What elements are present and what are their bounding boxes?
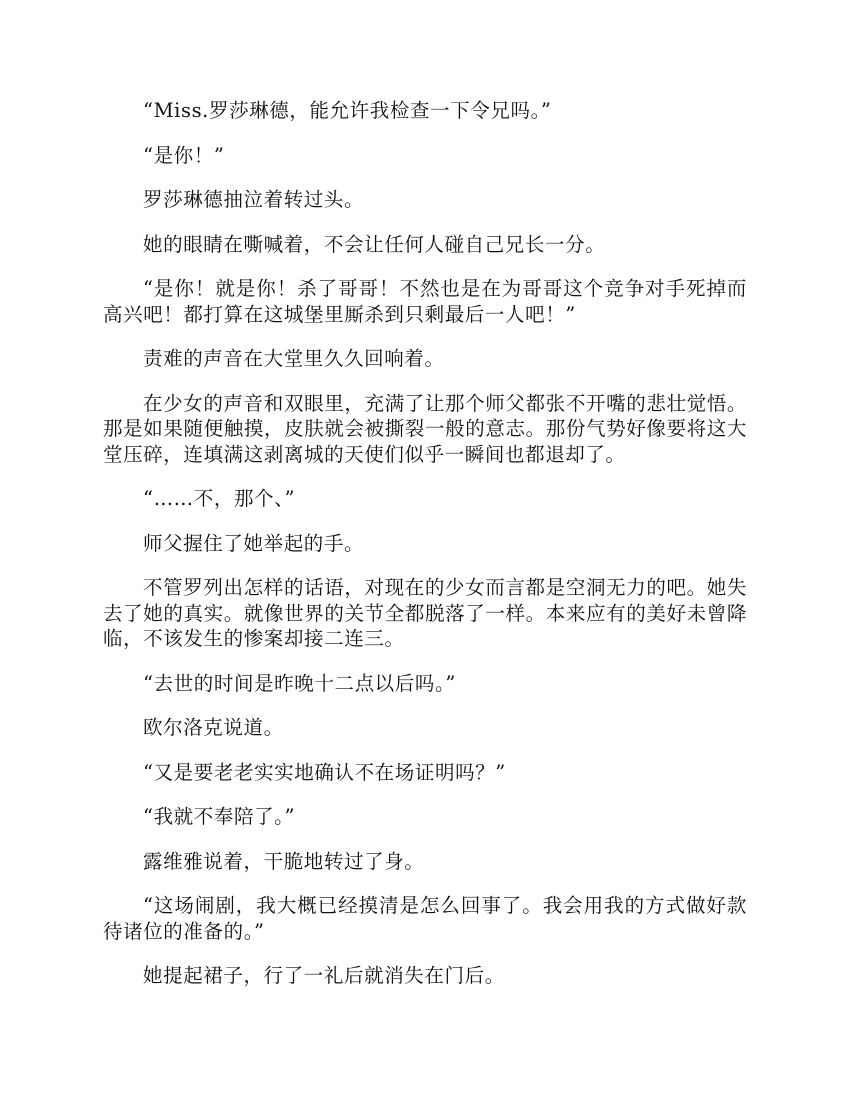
paragraph: “去世的时间是昨晚十二点以后吗。”: [143, 671, 456, 695]
paragraph: 她的眼睛在嘶喊着，不会让任何人碰自己兄长一分。: [143, 232, 606, 256]
paragraph: 露维雅说着，干脆地转过了身。: [143, 849, 425, 873]
paragraph: “我就不奉陪了。”: [143, 805, 296, 828]
paragraph: 不管罗列出怎样的话语，对现在的少女而言都是空洞无力的吧。她失去了她的真实。就像世界的关节全都脱落了一样。本来应有的美好未曾降临，不该发生的惨案却接二连三。: [103, 576, 747, 650]
paragraph: 师父握住了她举起的手。: [143, 531, 365, 555]
paragraph: “这场闹剧，我大概已经摸清是怎么回事了。我会用我的方式做好款待诸位的准备的。”: [103, 894, 747, 943]
paragraph: 在少女的声音和双眼里，充满了让那个师父都张不开嘴的悲壮觉悟。那是如果随便触摸，皮肤就会被撕裂一般的意志。那份气势好像要将这大堂压碎，连填满这剥离城的天使们似乎一瞬间也都退却了。: [103, 391, 747, 466]
paragraph: “是你！就是你！杀了哥哥！不然也是在为哥哥这个竞争对手死掉而高兴吧！都打算在这城堡里厮杀到只剩最后一人吧！”: [103, 277, 747, 326]
paragraph: 罗莎琳德抽泣着转过头。: [143, 188, 365, 211]
paragraph: 欧尔洛克说道。: [143, 716, 284, 739]
paragraph: 她提起裙子，行了一礼后就消失在门后。: [143, 964, 505, 987]
paragraph: “Miss.罗莎琳德，能允许我检查一下令兄吗。”: [143, 99, 552, 122]
paragraph: “……不，那个、”: [143, 487, 296, 510]
paragraph: “又是要老老实实地确认不在场证明吗？”: [143, 760, 506, 784]
paragraph: 责难的声音在大堂里久久回响着。: [143, 347, 445, 370]
paragraph: “是你！”: [143, 143, 225, 167]
document-body: [103, 98, 747, 1008]
